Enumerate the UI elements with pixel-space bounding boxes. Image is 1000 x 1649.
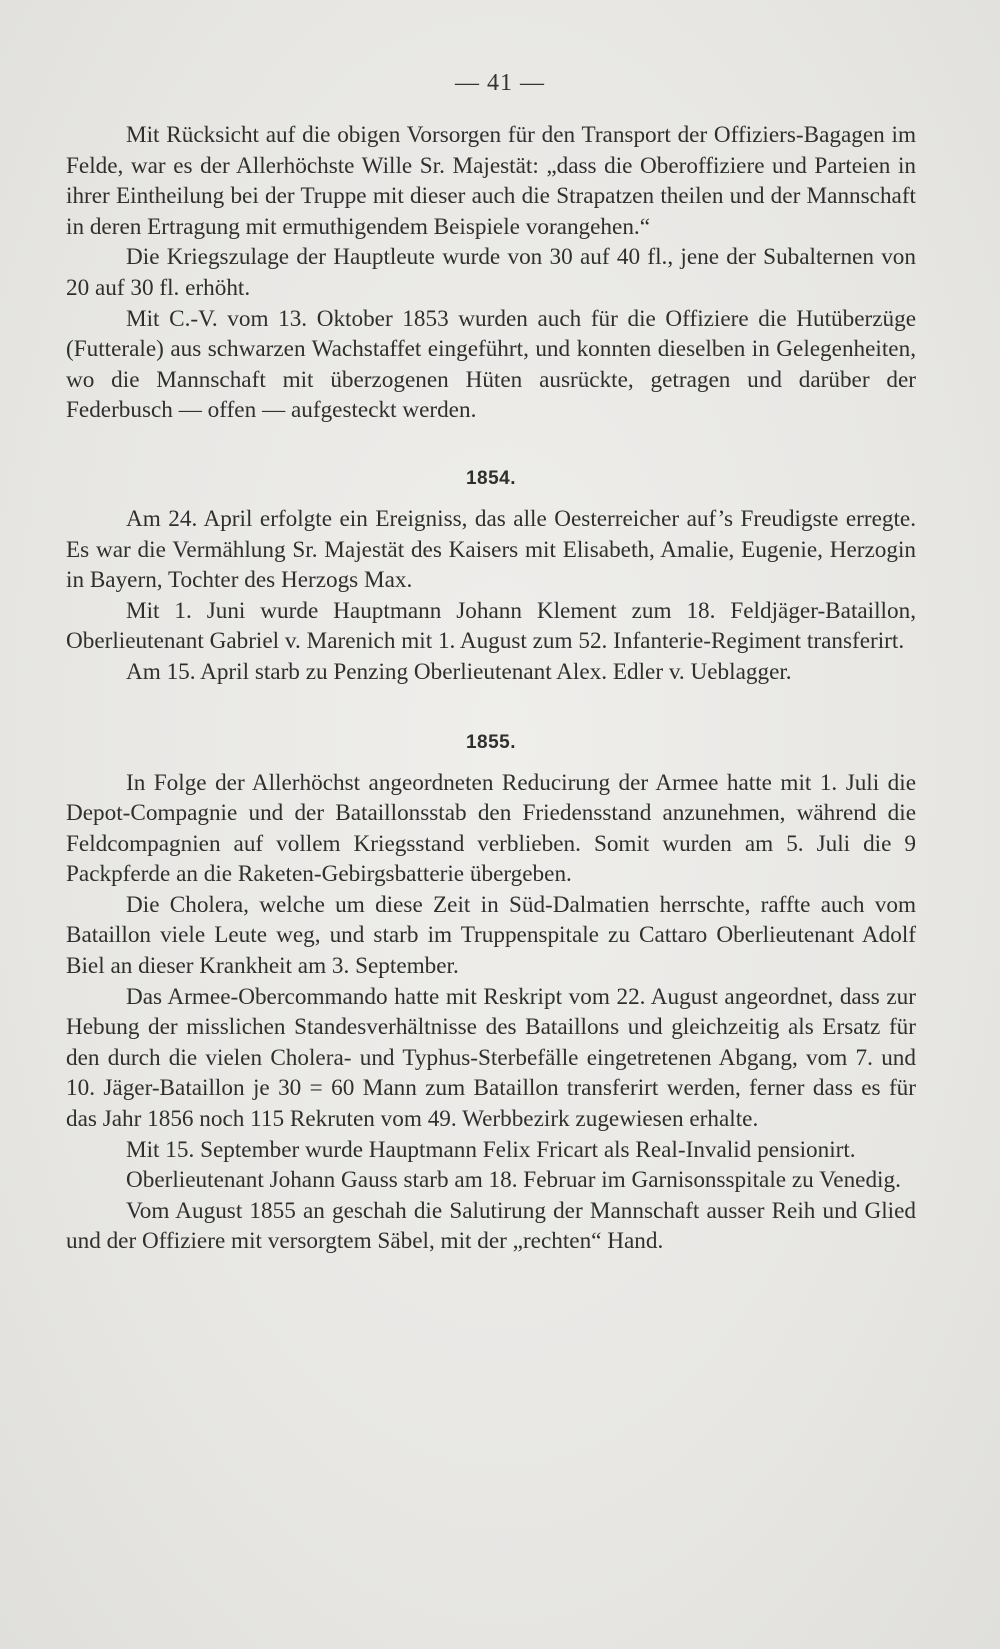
paragraph: Die Kriegszulage der Hauptleute wurde von 30 auf 40 fl., jene der Subalternen von 20 auf 30 fl. erhöht.	[66, 244, 916, 301]
section-heading-1855: 1855.	[465, 731, 517, 753]
paragraph: Mit 1. Juni wurde Hauptmann Johann Klement zum 18. Feldjäger-Bataillon, Oberlieutenant Gabriel v. Marenich mit 1. August zum 52. Infanterie-Regiment transferirt.	[66, 597, 916, 655]
paragraph: Am 15. April starb zu Penzing Oberlieutenant Alex. Edler v. Ueblagger.	[126, 658, 792, 685]
paragraph: Am 24. April erfolgte ein Ereigniss, das alle Oesterreicher auf’s Freudigste erregte. Es war die Vermählung Sr. Majestät des Kaisers mit Elisabeth, Amalie, Eugenie, Herzogin in Bayern, Tochter des Herzogs Max.	[66, 505, 916, 594]
paragraph: Oberlieutenant Johann Gauss starb am 18. Februar im Garnisonsspitale zu Venedig.	[126, 1167, 901, 1194]
paragraph: Mit C.-V. vom 13. Oktober 1853 wurden auch für die Offiziere die Hutüberzüge (Futterale) aus schwarzen Wachstaffet eingeführt, und konnten dieselben in Gelegenheiten, wo die Mannschaft mit überzogenen Hüten ausrückte, getragen und darüber der Federbusch — offen — aufgesteckt werden.	[66, 305, 916, 424]
page-content	[66, 120, 916, 1257]
section-heading-1854: 1854.	[465, 467, 517, 489]
paragraph: Mit 15. September wurde Hauptmann Felix Fricart als Real-Invalid pensionirt.	[126, 1136, 856, 1163]
section-1855	[66, 768, 916, 1258]
section-1854	[66, 504, 916, 688]
paragraph: Vom August 1855 an geschah die Salutirung der Mannschaft ausser Reih und Glied und der Offiziere mit versorgtem Säbel, mit der „rechten“ Hand.	[66, 1197, 916, 1255]
paragraph: Mit Rücksicht auf die obigen Vorsorgen für den Transport der Offiziers-Bagagen im Felde, war es der Allerhöchste Wille Sr. Majestät: „dass die Oberoffiziere und Parteien in ihrer Eintheilung bei der Truppe mit dieser auch die Strapatzen theilen und der Mannschaft in deren Ertragung mit ermuthigendem Beispiele vorangehen.“	[66, 122, 916, 240]
paragraph: Die Cholera, welche um diese Zeit in Süd-Dalmatien herrschte, raffte auch vom Bataillon viele Leute weg, und starb im Truppenspitale zu Cattaro Oberlieutenant Adolf Biel an dieser Krankheit am 3. September.	[66, 891, 916, 980]
paragraph: In Folge der Allerhöchst angeordneten Reducirung der Armee hatte mit 1. Juli die Depot-Compagnie und der Bataillonsstab den Friedensstand anzunehmen, während die Feldcompagnien auf vollem Kriegsstand verblieben. Somit wurden am 5. Juli die 9 Packpferde an die Raketen-Gebirgsbatterie übergeben.	[66, 769, 916, 888]
paragraph: Das Armee-Obercommando hatte mit Reskript vom 22. August angeordnet, dass zur Hebung der misslichen Standesverhältnisse des Bataillons und gleichzeitig als Ersatz für den durch die vielen Cholera- und Typhus-Sterbefälle eingetretenen Abgang, vom 7. und 10. Jäger-Bataillon je 30 = 60 Mann zum Bataillon transferirt werden, ferner dass es für das Jahr 1856 noch 115 Rekruten vom 49. Werbbezirk zugewiesen erhalte.	[66, 983, 916, 1133]
page-number: — 41 —	[455, 70, 545, 96]
section-1853-continuation	[66, 120, 916, 426]
